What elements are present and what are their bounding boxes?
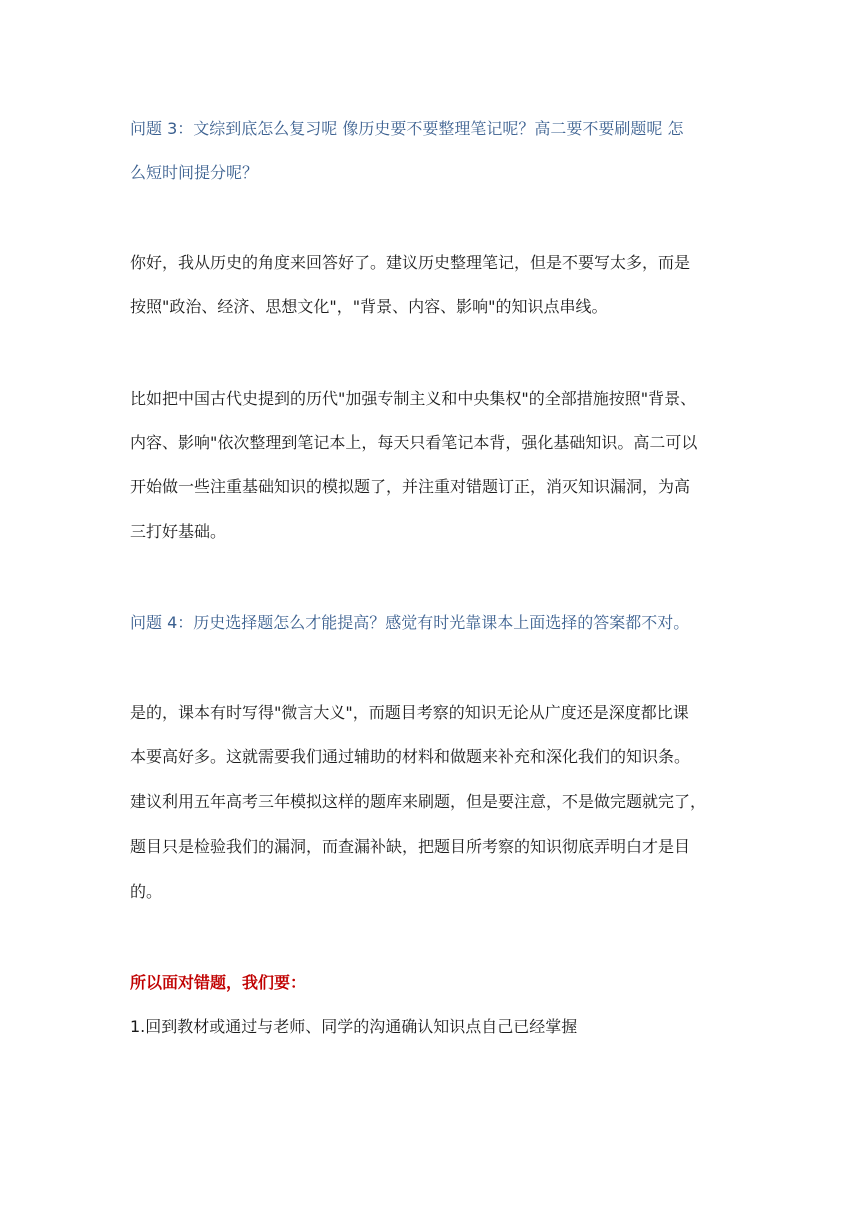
answer-3-p1-line-2: 按照"政治、经济、思想文化"，"背景、内容、影响"的知识点串线。 [130, 297, 608, 316]
errors-heading: 所以面对错题，我们要： [130, 973, 307, 992]
answer-3-p2-line-3: 开始做一些注重基础知识的模拟题了，并注重对错题订正，消灭知识漏洞，为高 [130, 477, 691, 496]
answer-4-line-2: 本要高好多。这就需要我们通过辅助的材料和做题来补充和深化我们的知识条。 [130, 747, 691, 766]
answer-4-line-1: 是的，课本有时写得"微言大义"，而题目考察的知识无论从广度还是深度都比课 [130, 703, 689, 722]
question-3-line-2: 么短时间提分呢？ [130, 163, 259, 182]
answer-4-line-3: 建议利用五年高考三年模拟这样的题库来刷题，但是要注意，不是做完题就完了， [130, 792, 707, 811]
answer-3-p1-line-1: 你好，我从历史的角度来回答好了。建议历史整理笔记，但是不要写太多，而是 [130, 253, 691, 272]
question-4-line-1: 问题 4：历史选择题怎么才能提高？感觉有时光靠课本上面选择的答案都不对。 [130, 613, 690, 632]
answer-4-line-4: 题目只是检验我们的漏洞，而查漏补缺，把题目所考察的知识彻底弄明白才是目 [130, 837, 691, 856]
answer-3-p2-line-2: 内容、影响"依次整理到笔记本上，每天只看笔记本背，强化基础知识。高二可以 [130, 433, 698, 452]
question-3-line-1: 问题 3：文综到底怎么复习呢 像历史要不要整理笔记呢？高二要不要刷题呢 怎 [130, 119, 684, 138]
list-item-1: 1.回到教材或通过与老师、同学的沟通确认知识点自己已经掌握 [130, 1017, 578, 1036]
answer-4-line-5: 的。 [130, 882, 163, 901]
answer-3-p2-line-1: 比如把中国古代史提到的历代"加强专制主义和中央集权"的全部措施按照"背景、 [130, 389, 697, 408]
answer-3-p2-line-4: 三打好基础。 [130, 522, 227, 541]
